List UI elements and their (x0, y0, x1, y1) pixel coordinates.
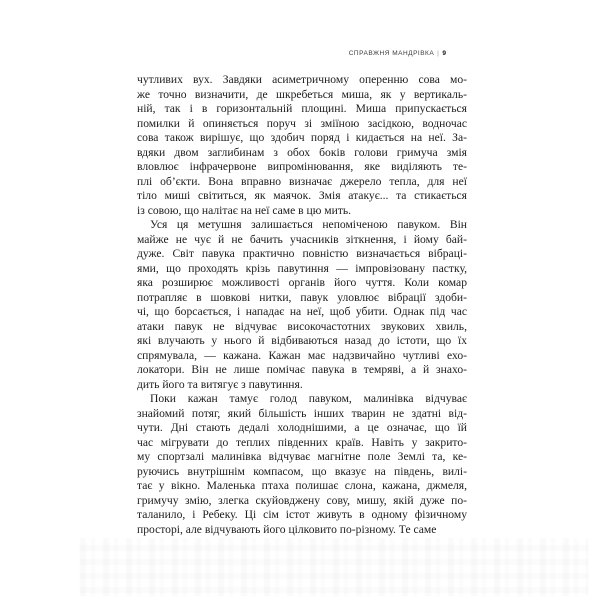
page-showthrough (80, 538, 588, 596)
text-line: му спортзалі малинівка відчуває магнітне поле Землі та, ке- (137, 450, 467, 463)
text-line: гримучу змію, злегка скуйовджену сову, мишу, якій дуже по- (137, 493, 467, 507)
text-line: ній, так і в горизонтальній площині. Миша припускається (137, 102, 467, 115)
text-line: вловлює інфрачервоне випромінювання, яке виділяють те- (137, 160, 467, 173)
text-line: тіло миші світиться, як маячок. Змія атакує... та стикається (137, 189, 467, 202)
page-body (137, 73, 467, 537)
text-line: помилки й опиняється поруч зі зміїною засідкою, водночас (137, 116, 467, 130)
text-line: руючись внутрішнім компасом, що вказує на південь, вилі- (137, 464, 467, 478)
text-line: Поки кажан тамує голод павуком, малинівка відчуває (150, 392, 467, 405)
text-line: просторі, але відчувають його цілковито по-різному. Те саме (137, 522, 437, 536)
text-line: дить його та витягує з павутиння. (137, 377, 303, 391)
text-line: ями, що проходять крізь павутиння — імпровізовану пастку, (137, 261, 467, 275)
chapter-title: СПРАВЖНЯ МАНДРІВКА (348, 50, 435, 57)
text-line: вдяки двом заглибинам з обох боків голови гримуча змія (137, 145, 467, 159)
text-line: потрапляє в шовкові нитки, павук уловлює вібрації здоби- (137, 290, 467, 304)
text-line: тає у вікно. Маленька птаха полишає слона, кажана, джмеля, (137, 479, 467, 492)
text-line: локатори. Він не лише помічає павука в темряві, а й знахо- (137, 363, 467, 376)
text-line: яка розширює можливості органів його чуття. Коли комар (137, 276, 467, 289)
text-line: Уся ця метушня залишається непоміченою павуком. Він (150, 218, 467, 231)
text-line: чутливих вух. Завдяки асиметричному оперенню сова мо- (137, 73, 467, 86)
text-line: час мігрувати до теплих південних країв. Навіть у закрито- (137, 435, 467, 449)
running-head (137, 49, 446, 59)
text-line: чі, що борсається, і нападає на неї, щоб убити. Однак під час (137, 305, 467, 318)
page-number: 9 (442, 50, 446, 57)
text-line: же точно визначити, де шкребеться миша, як у вертикаль- (137, 87, 467, 101)
header-separator: | (437, 50, 440, 57)
text-line: чути. Дні стають дедалі холоднішими, а це означає, що їй (137, 421, 467, 434)
text-line: атаки павук не відчуває високочастотних звукових хвиль, (137, 319, 467, 333)
text-line: таланило, і Ребеку. Ці сім істот живуть в одному фізичному (137, 508, 467, 521)
text-line: із совою, що налітає на неї саме в цю мить. (137, 203, 352, 217)
text-line: сова також вирішує, що здобич поряд і кидається на неї. За- (137, 131, 467, 144)
text-line: спрямувала, — кажана. Кажан має надзвичайно чутливі ехо- (137, 348, 467, 362)
text-line: які влучають у нього й відбиваються назад до істоти, що їх (137, 334, 467, 347)
text-line: дуже. Світ павука практично повністю визначається вібраці- (137, 247, 467, 260)
text-line: знайомий потяг, який більшість інших тварин не здатні від- (137, 406, 467, 420)
text-line: плі об’єкти. Вона вправно визначає джерело тепла, для неї (137, 174, 467, 188)
text-line: майже не чує й не бачить учасників зіткнення, і йому бай- (137, 232, 467, 246)
